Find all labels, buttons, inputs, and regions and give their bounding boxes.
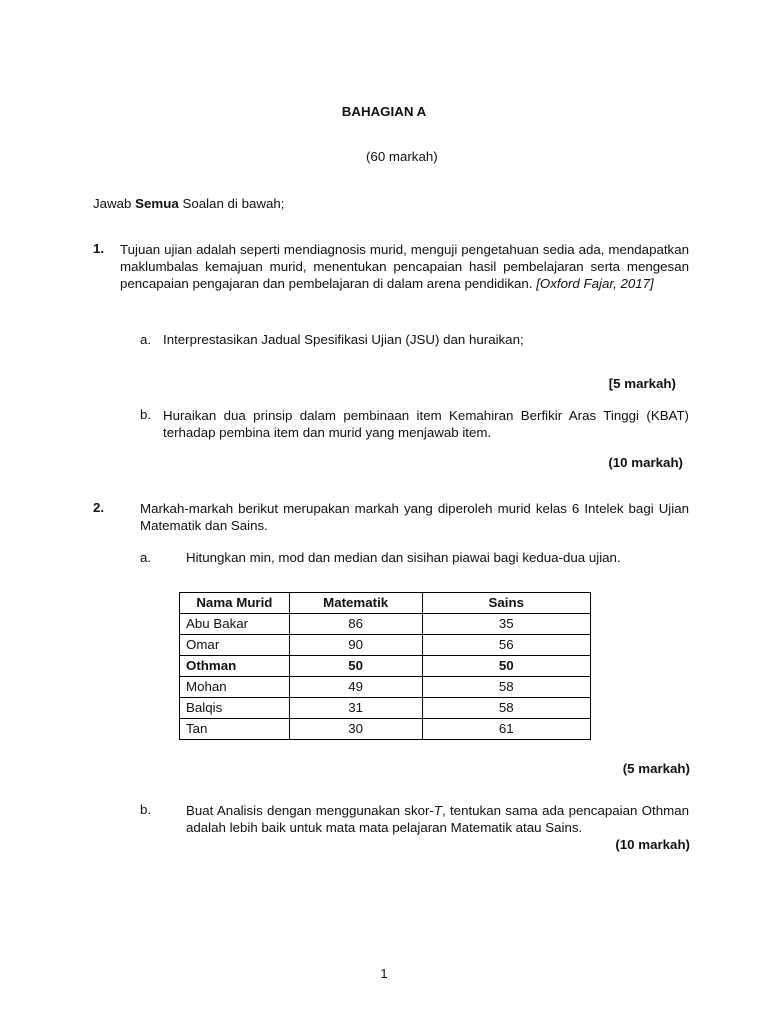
question-2b-text bbox=[186, 802, 689, 836]
question-2-number: 2. bbox=[93, 500, 105, 515]
cell-math: 30 bbox=[289, 719, 422, 740]
cell-math: 90 bbox=[289, 635, 422, 656]
question-1b-marks: (10 markah) bbox=[608, 455, 683, 470]
instruction-bold: Semua bbox=[135, 196, 179, 211]
instruction-prefix: Jawab bbox=[93, 196, 136, 211]
cell-name: Abu Bakar bbox=[180, 614, 290, 635]
table-row-highlighted bbox=[180, 656, 591, 677]
cell-math: 86 bbox=[289, 614, 422, 635]
table-row bbox=[180, 677, 591, 698]
question-2b-marks: (10 markah) bbox=[615, 837, 690, 852]
score-table bbox=[179, 592, 591, 740]
cell-sci: 50 bbox=[422, 656, 590, 677]
question-1-text bbox=[120, 241, 689, 292]
table-row bbox=[180, 614, 591, 635]
question-2b-text-italic: T bbox=[433, 803, 442, 818]
section-marks: (60 markah) bbox=[366, 149, 438, 164]
cell-sci: 58 bbox=[422, 677, 590, 698]
header-name: Nama Murid bbox=[180, 593, 290, 614]
question-1a-marks: [5 markah) bbox=[608, 376, 676, 391]
instruction-suffix: Soalan di bawah; bbox=[178, 196, 285, 211]
question-1-body: Tujuan ujian adalah seperti mendiagnosis murid, menguji pengetahuan sedia ada, mendapatkan maklumbalas kemajuan murid, menentukan pencapaian hasil pembelajaran serta mengesan pencapaian pengajaran dan pembelajaran di dalam arena pendidikan. bbox=[120, 242, 689, 291]
cell-name: Mohan bbox=[180, 677, 290, 698]
question-2b-text-1: Buat Analisis dengan menggunakan skor- bbox=[186, 803, 434, 818]
table-row bbox=[180, 635, 591, 656]
question-1b-text: Huraikan dua prinsip dalam pembinaan item Kemahiran Berfikir Aras Tinggi (KBAT) terhadap pembina item dan murid yang menjawab item. bbox=[163, 408, 689, 440]
cell-name: Omar bbox=[180, 635, 290, 656]
question-2a-marks: (5 markah) bbox=[622, 761, 690, 776]
question-1-number: 1. bbox=[93, 241, 105, 256]
table-header-row bbox=[180, 593, 591, 614]
cell-math: 31 bbox=[289, 698, 422, 719]
cell-math: 49 bbox=[289, 677, 422, 698]
cell-sci: 58 bbox=[422, 698, 590, 719]
page-number: 1 bbox=[380, 966, 388, 981]
header-sci: Sains bbox=[422, 593, 590, 614]
cell-sci: 56 bbox=[422, 635, 590, 656]
cell-sci: 61 bbox=[422, 719, 590, 740]
cell-math: 50 bbox=[289, 656, 422, 677]
question-2b-label: b. bbox=[140, 802, 152, 817]
cell-name: Balqis bbox=[180, 698, 290, 719]
question-2-text: Markah-markah berikut merupakan markah yang diperoleh murid kelas 6 Intelek bagi Ujian Matematik dan Sains. bbox=[140, 501, 689, 533]
header-math: Matematik bbox=[289, 593, 422, 614]
question-1-citation: [Oxford Fajar, 2017] bbox=[536, 276, 654, 291]
cell-sci: 35 bbox=[422, 614, 590, 635]
section-title: BAHAGIAN A bbox=[341, 104, 427, 119]
table-row bbox=[180, 719, 591, 740]
question-1b-label: b. bbox=[140, 407, 152, 422]
question-2a-text: Hitungkan min, mod dan median dan sisihan piawai bagi kedua-dua ujian. bbox=[186, 550, 621, 565]
question-2a-label: a. bbox=[140, 550, 152, 565]
cell-name: Othman bbox=[180, 656, 290, 677]
question-2b-text-2: , tentukan sama ada pencapaian Othman adalah lebih baik untuk mata mata pelajaran Matematik atau Sains. bbox=[186, 803, 689, 835]
cell-name: Tan bbox=[180, 719, 290, 740]
table-row bbox=[180, 698, 591, 719]
instruction bbox=[93, 196, 284, 211]
question-1a-label: a. bbox=[140, 332, 152, 347]
question-1a-text: Interprestasikan Jadual Spesifikasi Ujian (JSU) dan huraikan; bbox=[163, 332, 524, 347]
